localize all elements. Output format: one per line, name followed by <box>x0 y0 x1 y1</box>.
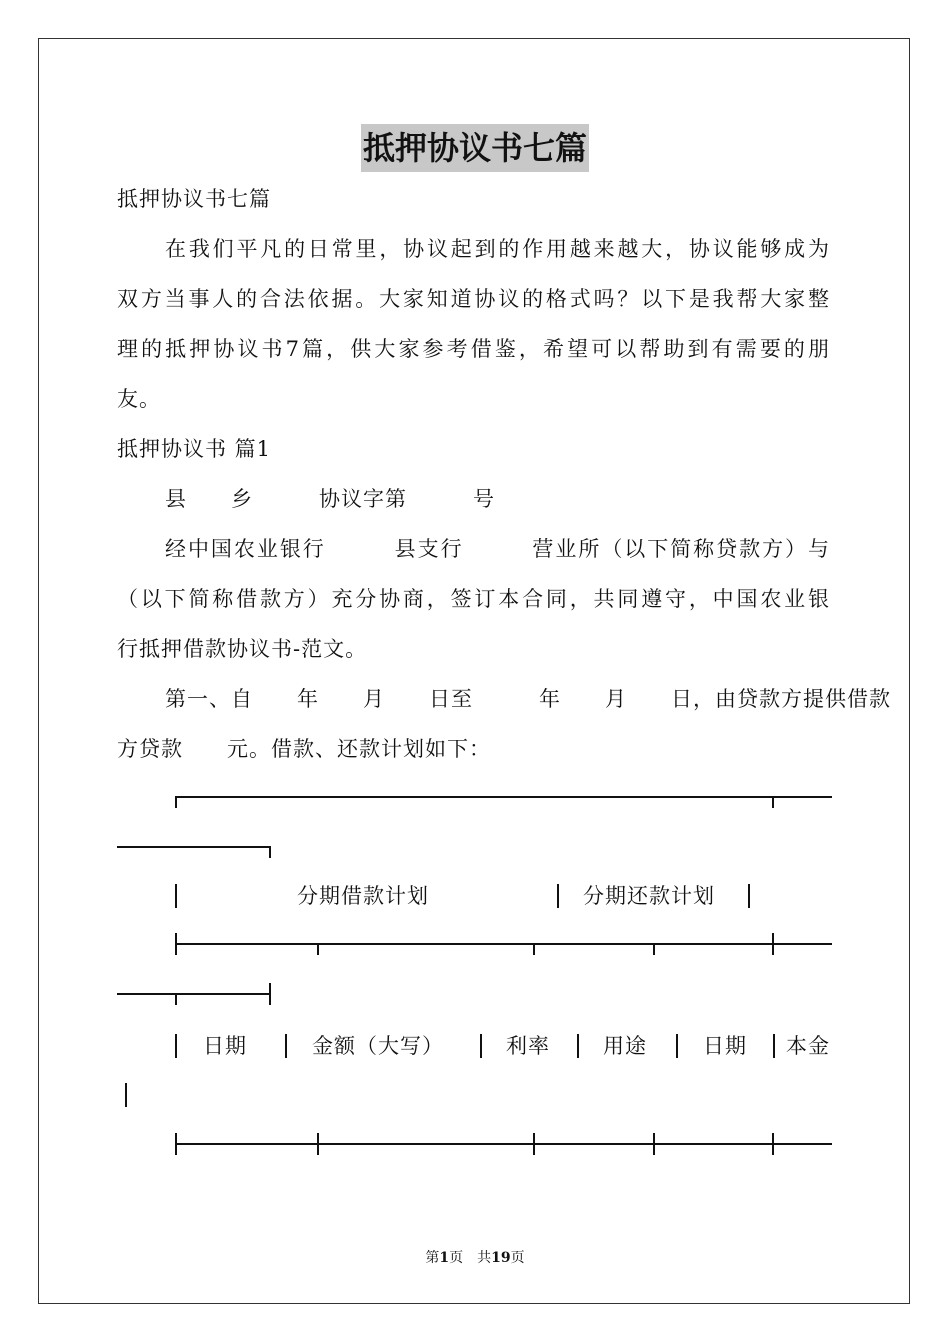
table-tick <box>269 983 271 1005</box>
table-separator <box>175 943 832 945</box>
table-col-repay-date: 日期 <box>703 1034 747 1058</box>
table-col-amount: 金额（大写） <box>312 1034 444 1058</box>
table-tick <box>533 943 535 955</box>
table-tick <box>772 1133 774 1155</box>
footer-page-middle: 页 共 <box>449 1250 492 1266</box>
table-tick <box>533 1133 535 1155</box>
table-header-repay: 分期还款计划 <box>583 884 715 908</box>
table-top-border-continued <box>117 846 271 848</box>
document-title: 抵押协议书七篇 <box>361 124 589 172</box>
table-vline <box>676 1034 678 1058</box>
table-top-left-corner <box>175 796 177 808</box>
table-col-principal: 本金 <box>786 1034 830 1058</box>
table-vline <box>125 1083 127 1107</box>
table-vline <box>748 884 750 908</box>
table-tick <box>175 993 177 1005</box>
footer-page-suffix: 页 <box>510 1250 525 1266</box>
table-col-date: 日期 <box>203 1034 247 1058</box>
document-subtitle: 抵押协议书七篇 <box>117 187 271 211</box>
page-border <box>38 38 910 1304</box>
footer-page-number: 1 <box>439 1250 450 1266</box>
intro-line-3: 理的抵押协议书7篇，供大家参考借鉴，希望可以帮助到有需要的朋 <box>117 337 830 361</box>
article1-line-1: 第一、自 年 月 日至 年 月 日，由贷款方提供借款 <box>165 687 891 711</box>
table-top-tick <box>772 796 774 808</box>
intro-line-1: 在我们平凡的日常里，协议起到的作用越来越大，协议能够成为 <box>165 237 830 261</box>
table-separator-continued <box>117 993 271 995</box>
table-tick <box>317 943 319 955</box>
table-tick <box>653 1133 655 1155</box>
table-vline <box>773 1034 775 1058</box>
intro-line-2: 双方当事人的合法依据。大家知道协议的格式吗？以下是我帮大家整 <box>117 287 830 311</box>
contract-number-line: 县 乡 协议字第 号 <box>165 487 495 511</box>
table-tick <box>772 933 774 955</box>
table-vline <box>175 1034 177 1058</box>
table-col-rate: 利率 <box>506 1034 550 1058</box>
article1-line-2: 方贷款 元。借款、还款计划如下： <box>117 737 491 761</box>
table-header-borrow: 分期借款计划 <box>297 884 429 908</box>
section-heading: 抵押协议书 篇1 <box>117 437 272 461</box>
table-vline <box>557 884 559 908</box>
page-footer <box>0 1248 950 1268</box>
party-line-3: 行抵押借款协议书-范文。 <box>117 637 368 661</box>
table-tick <box>175 1133 177 1155</box>
party-line-2: （以下简称借款方）充分协商，签订本合同，共同遵守，中国农业银 <box>117 587 830 611</box>
table-bottom-separator <box>175 1143 832 1145</box>
table-tick <box>653 943 655 955</box>
table-tick <box>317 1133 319 1155</box>
footer-page-prefix: 第 <box>425 1250 440 1266</box>
table-vline <box>285 1034 287 1058</box>
table-top-right-corner <box>269 846 271 858</box>
table-tick <box>175 933 177 955</box>
footer-page-total: 19 <box>491 1250 511 1266</box>
table-vline <box>577 1034 579 1058</box>
party-line-1: 经中国农业银行 县支行 营业所（以下简称贷款方）与 <box>165 537 830 561</box>
title-container <box>0 124 950 172</box>
table-vline <box>480 1034 482 1058</box>
table-col-use: 用途 <box>603 1034 647 1058</box>
intro-line-4: 友。 <box>117 387 161 411</box>
table-top-border <box>175 796 832 798</box>
table-vline <box>175 884 177 908</box>
